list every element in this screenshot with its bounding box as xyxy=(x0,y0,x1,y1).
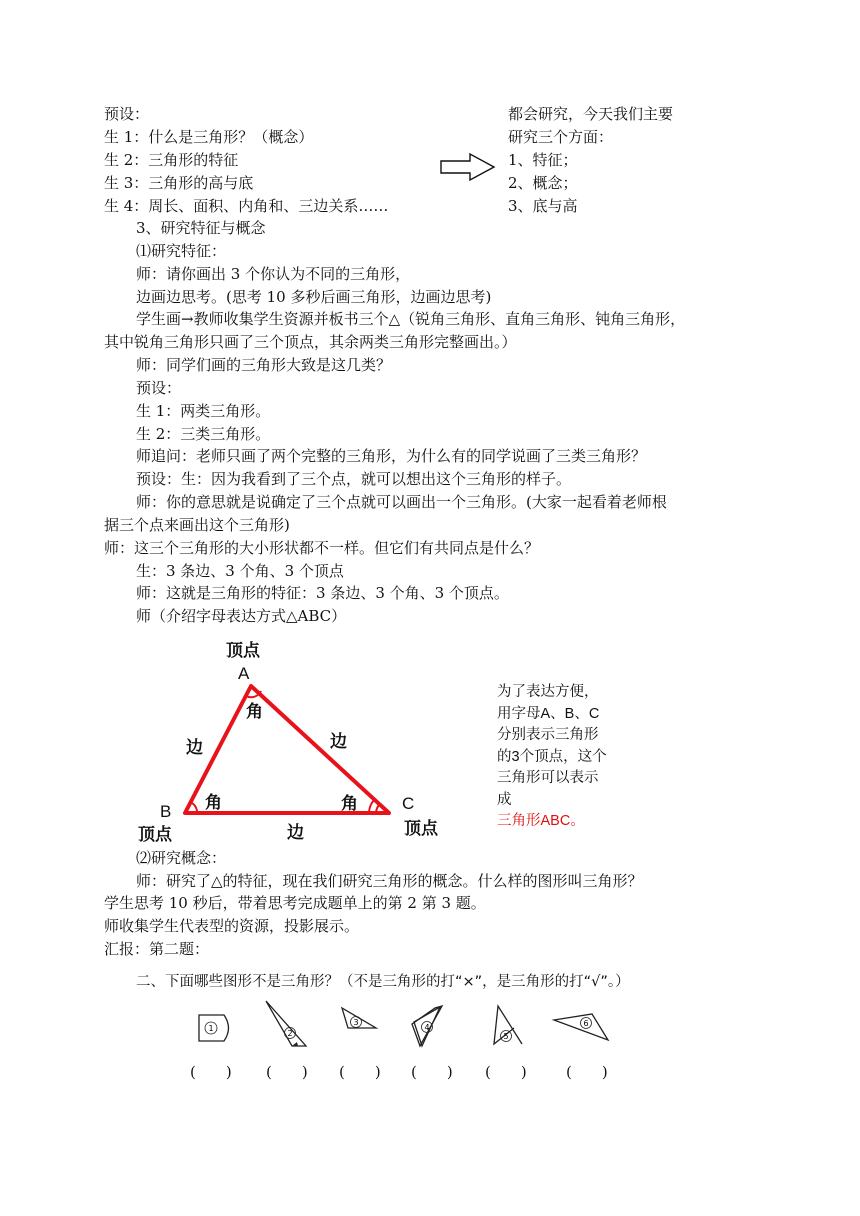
report-label: 汇报：第二题： xyxy=(104,940,210,958)
paragraph-line: 师收集学生代表型的资源，投影展示。 xyxy=(104,917,360,935)
vertex-label-c: 顶点 xyxy=(404,819,438,839)
paragraph-line: 师：同学们画的三角形大致是这几类？ xyxy=(136,356,392,374)
paragraph-line: 预设：生：因为我看到了三个点，就可以想出这个三角形的样子。 xyxy=(136,470,572,488)
answer-box-3[interactable]: ( ) xyxy=(339,1063,381,1081)
shape-4-triangle xyxy=(412,1006,442,1046)
summary-line-1: 都会研究，今天我们主要 xyxy=(508,105,674,123)
student-3-line: 生 3：三角形的高与底 xyxy=(104,174,254,192)
paragraph-line: 预设： xyxy=(136,379,182,397)
note-highlight: 三角形ABC。 xyxy=(497,813,585,829)
side-ab-label: 边 xyxy=(186,738,203,758)
exercise-question: 二、下面哪些图形不是三角形？（不是三角形的打“×”，是三角形的打“√”。） xyxy=(136,974,630,990)
student-1-line: 生 1：什么是三角形？（概念） xyxy=(104,128,314,146)
paragraph-line: 师：这三个三角形的大小形状都不一样。但它们有共同点是什么？ xyxy=(104,539,540,557)
shape-number: 1 xyxy=(208,1024,214,1033)
paragraph-line: 师：这就是三角形的特征：3 条边、3 个角、3 个顶点。 xyxy=(136,584,509,602)
paragraph-line: 据三个点来画出这个三角形) xyxy=(104,516,290,534)
shape-5-open-figure xyxy=(494,1006,522,1044)
shape-number: 2 xyxy=(287,1029,293,1038)
student-4-line: 生 4：周长、面积、内角和、三边关系…… xyxy=(104,197,389,215)
answer-box-2[interactable]: ( ) xyxy=(266,1063,308,1081)
note-text: 为了表达方便，用字母A、B、C分别表示三角形的3个顶点，这个三角形可以表示成 xyxy=(497,684,607,808)
explanation-note xyxy=(497,682,609,833)
side-ac-label: 边 xyxy=(330,732,347,752)
subsection-heading-2: ⑵研究概念： xyxy=(136,849,227,867)
answer-box-5[interactable]: ( ) xyxy=(485,1063,527,1081)
paragraph-line: 师：你的意思就是说确定了三个点就可以画出一个三角形。(大家一起看着老师根 xyxy=(136,493,667,511)
preset-label: 预设： xyxy=(104,105,150,123)
summary-item-2: 2、概念； xyxy=(508,174,578,192)
vertex-b-letter: B xyxy=(160,802,172,821)
vertex-label-top: 顶点 xyxy=(226,641,260,661)
shape-number: 6 xyxy=(583,1019,589,1028)
student-2-line: 生 2：三角形的特征 xyxy=(104,151,239,169)
paragraph-line: 边画边思考。(思考 10 多秒后画三角形，边画边思考) xyxy=(136,288,492,306)
section-heading: 3、研究特征与概念 xyxy=(136,219,266,237)
side-bc-label: 边 xyxy=(287,823,304,843)
paragraph-line: 师：研究了△的特征，现在我们研究三角形的概念。什么样的图形叫三角形？ xyxy=(136,872,643,890)
paragraph-line: 学生画→教师收集学生资源并板书三个△（锐角三角形、直角三角形、钝角三角形， xyxy=(136,310,686,328)
shape-number: 5 xyxy=(503,1032,509,1041)
summary-line-2: 研究三个方面： xyxy=(508,128,614,146)
shape-1-sector xyxy=(199,1015,229,1041)
paragraph-line: 其中锐角三角形只画了三个顶点，其余两类三角形完整画出。） xyxy=(104,333,517,351)
paragraph-line: 生：3 条边、3 个角、3 个顶点 xyxy=(136,562,344,580)
vertex-label-b: 顶点 xyxy=(138,825,172,845)
shape-number: 4 xyxy=(424,1023,430,1032)
answer-box-1[interactable]: ( ) xyxy=(190,1063,232,1081)
subsection-heading: ⑴研究特征： xyxy=(136,242,227,260)
paragraph-line: 学生思考 10 秒后，带着思考完成题单上的第 2 第 3 题。 xyxy=(104,894,486,912)
paragraph-line: 师（介绍字母表达方式△ABC） xyxy=(136,607,347,625)
paragraph-line: 生 2：三类三角形。 xyxy=(136,425,271,443)
vertex-a-letter: A xyxy=(238,664,250,683)
summary-item-1: 1、特征； xyxy=(508,151,578,169)
paragraph-line: 生 1：两类三角形。 xyxy=(136,402,271,420)
angle-b-label: 角 xyxy=(205,793,222,813)
shape-2-triangle xyxy=(266,1001,306,1046)
answer-box-6[interactable]: ( ) xyxy=(566,1063,608,1081)
paragraph-line: 师追问：老师只画了两个完整的三角形，为什么有的同学说画了三类三角形？ xyxy=(136,447,647,465)
summary-item-3: 3、底与高 xyxy=(508,197,578,215)
vertex-c-letter: C xyxy=(402,794,415,813)
shape-6-triangle xyxy=(554,1014,608,1040)
paragraph-line: 师：请你画出 3 个你认为不同的三角形， xyxy=(136,265,411,283)
arrow-right-icon xyxy=(440,152,496,182)
shape-3-triangle xyxy=(342,1008,376,1028)
answer-box-4[interactable]: ( ) xyxy=(411,1063,453,1081)
angle-a-label: 角 xyxy=(246,702,263,722)
shape-number: 3 xyxy=(353,1018,359,1027)
angle-c-label: 角 xyxy=(341,794,358,814)
exercise-shapes xyxy=(180,996,620,1056)
